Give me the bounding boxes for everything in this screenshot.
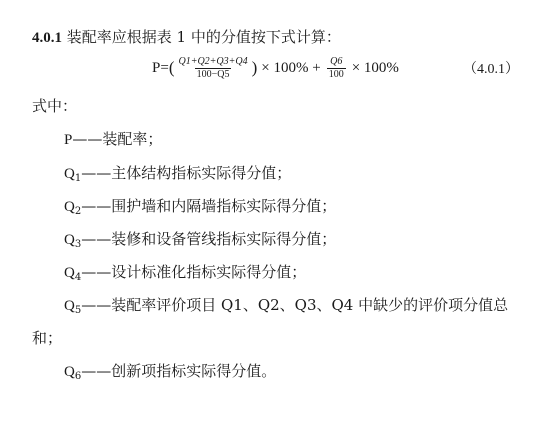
definition-subscript: 2 — [74, 206, 82, 217]
fraction-2-numerator: Q6 — [330, 55, 343, 67]
definition-text: ——装修和设备管线指标实际得分值； — [81, 230, 337, 248]
open-paren: ( — [168, 58, 175, 77]
clause-heading — [32, 27, 341, 48]
definition-symbol: Q — [64, 166, 75, 182]
fraction-1 — [176, 56, 249, 81]
definition-subscript: 1 — [74, 173, 82, 184]
fraction-2-denominator: 100 — [328, 68, 344, 80]
fraction-1-denominator: 100−Q5 — [196, 68, 230, 80]
clause-number: 4.0.1 — [32, 30, 62, 46]
definition-text: ——围护墙和内隔墙指标实际得分值； — [81, 197, 337, 215]
definition-subscript: 6 — [74, 371, 82, 382]
formula-times-1: × 100% + — [261, 59, 321, 76]
definition-subscript: 3 — [74, 239, 82, 250]
formula — [152, 48, 399, 88]
definition-symbol: Q — [64, 298, 75, 314]
definition-q5 — [64, 295, 508, 321]
fraction-1-numerator: Q1+Q2+Q3+Q4 — [178, 55, 248, 67]
definition-p — [64, 129, 162, 150]
definition-q3 — [64, 229, 336, 255]
definition-text: ——装配率评价项目 Q1、Q2、Q3、Q4 中缺少的评价项分值总 — [81, 296, 509, 314]
definition-q6 — [64, 361, 276, 387]
definition-text: ——主体结构指标实际得分值； — [81, 164, 292, 182]
definition-subscript: 4 — [74, 272, 82, 283]
definition-symbol: Q — [64, 265, 75, 281]
definition-text: ——创新项指标实际得分值。 — [81, 362, 277, 380]
where-label: 式中： — [32, 97, 78, 115]
definition-symbol: Q — [64, 364, 75, 380]
fraction-2 — [327, 56, 346, 81]
clause-text: 装配率应根据表 1 中的分值按下式计算： — [66, 28, 341, 46]
definition-q1 — [64, 163, 291, 189]
definition-text: 和； — [32, 329, 63, 347]
definition-q4 — [64, 262, 306, 288]
definition-text: ——装配率； — [72, 130, 163, 148]
definition-symbol: Q — [64, 199, 75, 215]
definition-q2 — [64, 196, 336, 222]
definition-subscript: 5 — [74, 305, 82, 316]
equation-number: （4.0.1） — [463, 62, 519, 77]
definition-q5-continuation — [32, 328, 62, 348]
definition-symbol: Q — [64, 232, 75, 248]
definition-symbol: P — [64, 132, 73, 148]
formula-times-2: × 100% — [351, 59, 399, 76]
definition-text: ——设计标准化指标实际得分值； — [81, 263, 307, 281]
close-paren: ) — [251, 58, 258, 77]
formula-lhs: P= — [152, 59, 169, 76]
